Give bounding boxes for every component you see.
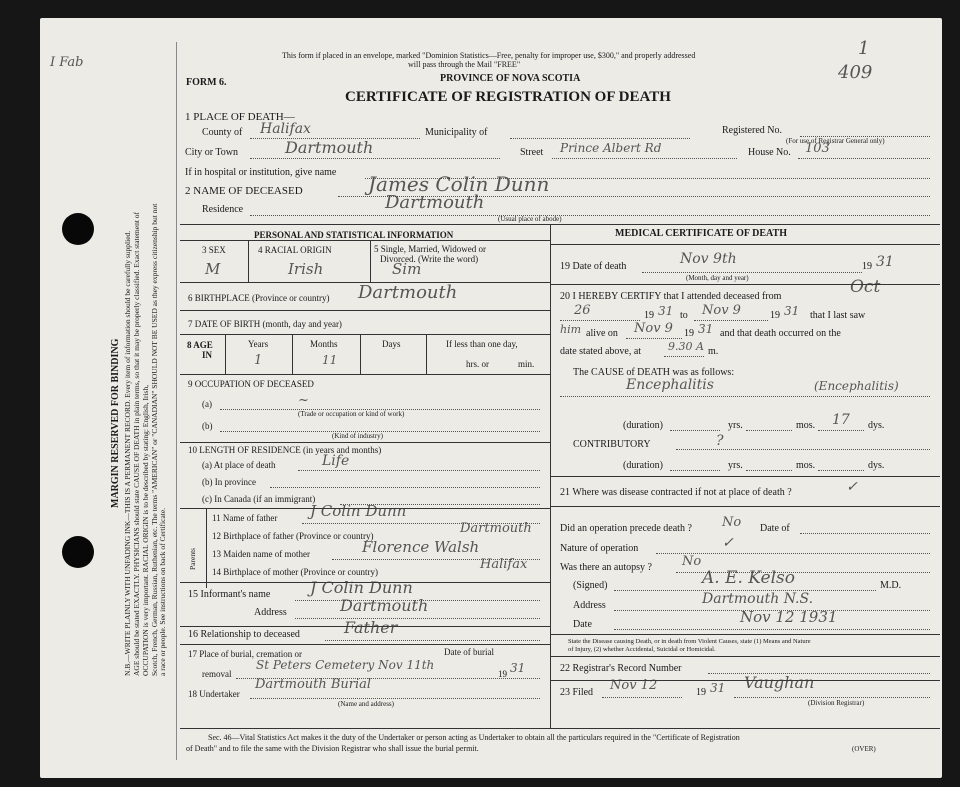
q21-tick: ✓ bbox=[846, 479, 858, 495]
margin-heading: MARGIN RESERVED FOR BINDING bbox=[110, 338, 121, 508]
cause-of-death-annotation: (Encephalitis) bbox=[814, 379, 899, 393]
death-year: 31 bbox=[876, 254, 894, 270]
physician-date: Nov 12 1931 bbox=[740, 608, 838, 626]
attended-from: Oct bbox=[850, 277, 881, 297]
age-years: 1 bbox=[254, 353, 263, 368]
informant-name: J Colin Dunn bbox=[310, 578, 413, 597]
over-label: (OVER) bbox=[852, 745, 876, 753]
undertaker-value: Dartmouth Burial bbox=[255, 677, 372, 692]
relationship-value: Father bbox=[344, 618, 398, 637]
father-name: J Colin Dunn bbox=[310, 502, 407, 520]
margin-note: I Fab bbox=[50, 55, 84, 70]
deceased-name: James Colin Dunn bbox=[368, 172, 550, 196]
residence-value: Dartmouth bbox=[385, 192, 485, 213]
sex-value: M bbox=[205, 260, 221, 278]
cause-of-death: Encephalitis bbox=[626, 377, 714, 393]
contributory-value: ? bbox=[716, 433, 724, 449]
county-value: Halifax bbox=[260, 121, 311, 137]
form-number: FORM 6. bbox=[186, 77, 227, 88]
province-title: PROVINCE OF NOVA SCOTIA bbox=[440, 73, 581, 84]
duration-days: 17 bbox=[832, 412, 850, 428]
attended-from-year: 31 bbox=[658, 304, 674, 318]
punch-hole-top bbox=[62, 213, 94, 245]
footer-text-2: of Death" and to file the same with the Division Registrar who shall issue the burial permit. bbox=[186, 744, 479, 753]
house-value: 103 bbox=[805, 141, 830, 156]
punch-hole-bottom bbox=[62, 536, 94, 568]
age-months: 11 bbox=[322, 353, 338, 367]
footer-text-1: Sec. 46—Vital Statistics Act makes it the duty of the Undertaker or person acting as Undertaker to obtain all the particulars required in the "Certificate of Registration bbox=[208, 733, 740, 742]
father-birthplace: Dartmouth bbox=[460, 521, 532, 536]
racial-origin-value: Irish bbox=[288, 260, 324, 278]
place-of-death-label: 1 PLACE OF DEATH— bbox=[185, 111, 295, 123]
marital-value: Sim bbox=[392, 260, 422, 278]
operation-value: No bbox=[722, 515, 742, 530]
burial-place: St Peters Cemetery Nov 11th bbox=[256, 658, 435, 672]
informant-address: Dartmouth bbox=[340, 596, 429, 615]
corner-note-1: 1 bbox=[858, 38, 870, 59]
residence-length-value: Life bbox=[322, 453, 350, 469]
last-saw-date: Nov 9 bbox=[634, 321, 673, 336]
physician-signature: A. E. Kelso bbox=[702, 568, 796, 588]
attended-from-day: 26 bbox=[574, 303, 591, 318]
personal-heading: PERSONAL AND STATISTICAL INFORMATION bbox=[254, 230, 454, 240]
birthplace-value: Dartmouth bbox=[358, 282, 458, 303]
corner-note-409: 409 bbox=[838, 62, 873, 83]
death-time: 9.30 A bbox=[668, 340, 704, 353]
physician-address: Dartmouth N.S. bbox=[702, 591, 814, 607]
parents-label: Parents bbox=[188, 547, 197, 570]
autopsy-value: No bbox=[682, 554, 702, 569]
margin-instructions: N.B.—WRITE PLAINLY WITH UNFADING INK—THIS IS A PERMANENT RECORD. Every item of information should be carefully supplied. AGE should be stated EXACTLY. PHYSICIANS should state CAUSE OF DEATH in plain terms, so that it may be properly classified. Exact statement of OCCUPATION is very important. RACIAL ORIGIN is to be described by stating: English, Irish, Scotch, French, German, Russian, Ruthenian, etc. The terms "AMERICAN" or "CANADIAN" SHOULD NOT BE USED as they express citizenship but not a race or people. See instructions on back of Certificate. bbox=[123, 203, 168, 676]
last-saw-pronoun: him bbox=[560, 323, 582, 336]
medical-heading: MEDICAL CERTIFICATE OF DEATH bbox=[615, 228, 787, 239]
last-saw-year: 31 bbox=[698, 322, 714, 336]
filed-date: Nov 12 bbox=[610, 678, 658, 693]
city-value: Dartmouth bbox=[285, 138, 374, 157]
occupation-mark: ~ bbox=[298, 393, 309, 408]
death-date: Nov 9th bbox=[680, 251, 737, 267]
mail-notice-2: will pass through the Mail "FREE" bbox=[408, 60, 521, 69]
burial-year: 31 bbox=[510, 661, 526, 675]
street-value: Prince Albert Rd bbox=[560, 141, 662, 155]
certificate-page: I Fab MARGIN RESERVED FOR BINDING N.B.—WRITE PLAINLY WITH UNFADING INK—THIS IS A PERMANENT RECORD. Every item of information should be carefully supplied. AGE should be stated EXACTLY. PHYSICIANS should state CAUSE OF DEATH in plain terms, so that it may be properly classified. Exact statement of OCCUPATION is very important. RACIAL ORIGIN is to be described by stating: English, Irish, Scotch, French, German, Russian, Ruthenian, etc. The terms "AMERICAN" or "CANADIAN" SHOULD NOT BE USED as they express citizenship but not a race or people. See instructions on back of Certificate. 1 409 This form if placed in an envelope, marked "Dominion Statistics—Free, penalty for improper use, $300," and properly addressed will pass through the Mail "FREE" PROVINCE OF NOVA SCOTIA FORM 6. CERTIFICATE OF REGISTRATION OF DEATH 1 PLACE OF DEATH— County of Halifax Municipality of Registered No. (For use of Registrar General only) City or Town Dartmouth Street Prince Albert Rd House No. 103 If in hospital or institution, give name 2 NAME OF DECEASED James Colin Dunn Residence Dartmouth (Usual place of abode) PERSONAL AND STATISTICAL INFORMATION 3 SEX 4 RACIAL ORIGIN 5 Single, Married, Widowed or Divorced. (Write the word) M Irish Sim 6 BIRTHPLACE (Province or country) Dartmouth 7 DATE OF BIRTH (month, day and year) 8 AGE IN Years Months Days If less than one day, hrs. or min. 1 11 9 OCCUPATION OF DECEASED (a) ~ (Trade or occupation or kind of work) (b) (Kind of industry) 10 LENGTH OF RESIDENCE (in years and months) (a) At place of death Life (b) In province (c) In Canada (if an immigrant) Parents 11 Name of father J Colin Dunn 12 Birthplace of father (Province or country) Dartmouth 13 Maiden name of mother Florence Walsh 14 Birthplace of mother (Province or country) Halifax 15 Informant's name J Colin Dunn Address Dartmouth 16 Relationship to deceased Father 17 Place of burial, cremation or Date of burial removal St Peters Cemetery Nov 11th 19 31 18 Undertaker Dartmouth Burial (Name and address) MEDICAL CERTIFICATE OF DEATH 19 Date of death Nov 9th (Month, day and year) 19 31 20 I HEREBY CERTIFY that I attended deceased from Oct 26 19 31 to Nov 9 19 31 that I last saw him alive on Nov 9 19 31 and that death occurred on the date stated above, at 9.30 A m. The CAUSE of DEATH was as follows: Encephalitis (Encephalitis) (duration) yrs. mos. 17 dys. CONTRIBUTORY ? (duration) yrs. mos. dys. 21 Where was disease contracted if not at place of death ? ✓ Did an operation precede death ? No Date of Nature of operation ✓ Was there an autopsy ? No (Signed) A. E. Kelso M.D. Address Dartmouth N.S. Date Nov 12 1931 State the Disease causing Death, or in death from Violent Causes, state (1) Means and Nature of Injury, (2) whether Accidental, Suicidal or Homicidal. 22 Registrar's Record Number 23 Filed Nov 12 19 31 Vaughan (Division Registrar) Sec. 46—Vital Statistics Act makes it the duty of the Undertaker or person acting as Undertaker to obtain all the particulars required in the "Certificate of Registration of Death" and to file the same with the Division Registrar who shall issue the burial permit. (OVER) bbox=[40, 18, 942, 778]
filed-year: 31 bbox=[710, 681, 726, 695]
nature-tick: ✓ bbox=[722, 535, 734, 551]
registrar-signature: Vaughan bbox=[744, 673, 815, 692]
mail-notice: This form if placed in an envelope, marked "Dominion Statistics—Free, penalty for improper use, $300," and properly addressed bbox=[282, 51, 696, 60]
mother-birthplace: Halifax bbox=[480, 557, 528, 572]
attended-to-year: 31 bbox=[784, 304, 800, 318]
certificate-title: CERTIFICATE OF REGISTRATION OF DEATH bbox=[345, 89, 671, 105]
attended-to: Nov 9 bbox=[702, 303, 741, 318]
mother-name: Florence Walsh bbox=[362, 538, 480, 556]
